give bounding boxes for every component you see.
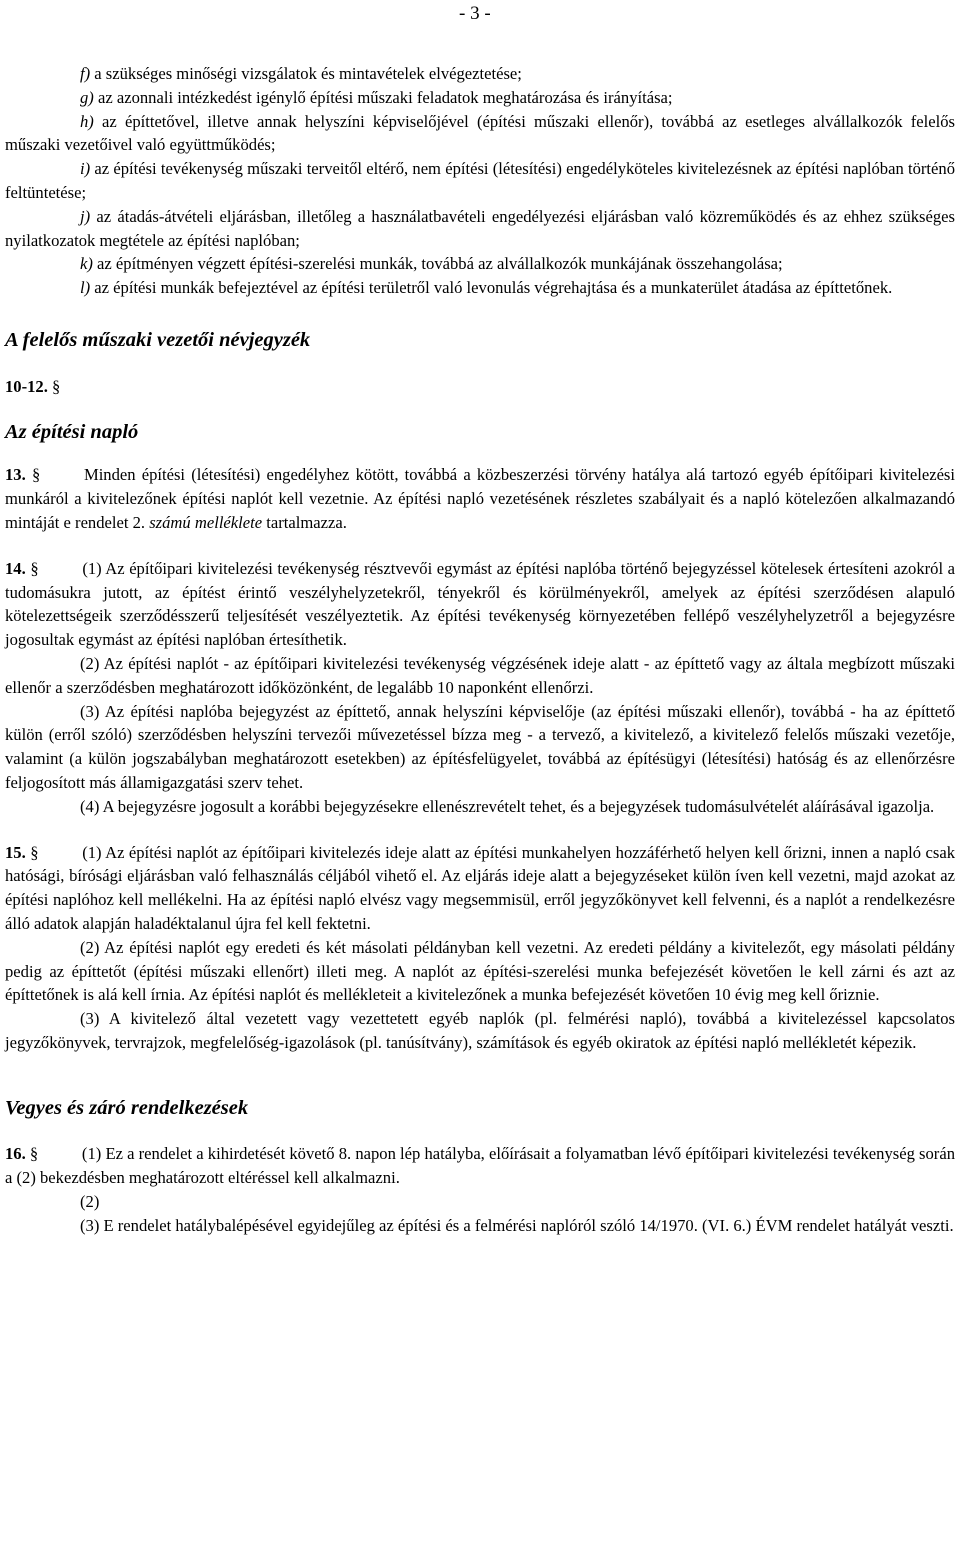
section-16-para-2: (2): [80, 1192, 100, 1212]
list-item-i: [5, 157, 955, 205]
section-number: 13.: [5, 465, 26, 485]
section-text: Minden építési (létesítési) engedélyhez kötött, továbbá a közbeszerzési törvény hatálya alá tartozó egyéb építőipari kivitelezési munkáról a kivitelezőnek építési naplót kell vezetnie. Az építési napló vezetésének részletes szabályait és a napló kötelezően alkalmazandó mintáját e rendelet 2.: [5, 465, 955, 532]
section-15-para-3: (3) A kivitelező által vezetett vagy vezettetett egyéb naplók (pl. felmérési napló), továbbá a kivitelezéssel kapcsolatos jegyzőkönyvek, tervrajzok, megfelelőség-igazolások (pl. tanúsítvány), számítások és egyéb okiratok az építési napló mellékletét képezik.: [5, 1009, 955, 1052]
item-letter: j): [80, 206, 91, 226]
page-number: - 3 -: [459, 3, 491, 24]
section-13: [5, 463, 955, 534]
list-item-j: [5, 205, 955, 253]
section-14-para-4: (4) A bejegyzésre jogosult a korábbi bejegyzésekre ellenészrevételt tehet, és a bejegyzések tudomásulvételét aláírásával igazolja.: [80, 796, 935, 816]
item-text: a szükséges minőségi vizsgálatok és mintavételek elvégeztetése;: [90, 64, 522, 83]
section-15-para-1: [5, 841, 955, 936]
section-14-para-3: (3) Az építési naplóba bejegyzést az építtető, annak helyszíni képviselője (az építési műszaki ellenőr), továbbá - ha az építtető külön (erről szóló) szerződésben helyszíni tervezői művezetéssel bízza meg - a tervező, a kivitelező, a kivitelező felelős műszaki vezetője, valamint (a külön jogszabályban meghatározott esetekben) az építésfelügyelet, továbbá az építésügyi (létesítési) hatóság és az ellenőrzésre feljogosított más államigazgatási szerv tehet.: [5, 701, 955, 792]
list-item-f: [5, 62, 955, 86]
item-letter: l): [80, 278, 91, 298]
section-14-para-1: [5, 557, 955, 652]
section-heading-final-provisions: Vegyes és záró rendelkezések: [5, 1096, 249, 1119]
item-letter: g): [80, 87, 94, 107]
item-letter: k): [80, 254, 93, 274]
section-sign: §: [30, 842, 39, 862]
paragraph-text: (1) Az építési naplót az építőipari kivitelezés ideje alatt az építési munkahelyen hozzáférhető helyen kell őrizni, innen a napló csak hatósági, bírósági eljárásban való felhasználás céljából vihető el. Az eljárás ideje alatt a bejegyzéseket külön íven kell vezetni, majd azokat az építési naplóhoz kell mellékelni. Ha az építési napló elvész vagy megsemmisül, erről jegyzőkönyvet kell felvenni, és a naplót a rendelkezésre álló adatok alapján haladéktalanul újra fel kell fektetni.: [5, 842, 955, 933]
section-number: 10-12.: [5, 376, 48, 396]
section-sign: §: [30, 558, 39, 578]
annex-reference: számú melléklete: [149, 512, 263, 532]
list-item-k: [5, 252, 955, 276]
section-16-para-1: [5, 1142, 955, 1190]
item-letter: i): [80, 159, 91, 179]
list-item-g: [5, 86, 955, 110]
list-item-h: [5, 110, 955, 158]
item-text: az építtetővel, illetve annak helyszíni képviselőjével (építési műszaki ellenőr), továbbá az esetleges alvállalkozók felelős műszaki vezetőivel való együttműködés;: [5, 111, 955, 155]
section-text-end: tartalmazza.: [262, 512, 347, 532]
paragraph-text: (1) Az építőipari kivitelezési tevékenység résztvevői egymást az építési naplóba történő bejegyzéssel kötelesek értesíteni azokról a tudomásukra jutott, az építést érintő veszélyhelyzetekről, tényekről és körülményekről, amelyek az építési szerződésen alapuló kötelezettségeik szerződésszerű teljesítését veszélyeztetik. Az építési tevékenység környezetében fellépő veszélyhelyzetről a bejegyzésre jogosultak egymást az építési naplóban értesíthetik.: [5, 558, 955, 650]
section-sign: §: [29, 1144, 39, 1164]
section-number: 16.: [5, 1144, 26, 1164]
item-text: az azonnali intézkedést igénylő építési műszaki feladatok meghatározása és irányítása;: [93, 87, 673, 107]
item-text: az építési tevékenység műszaki terveitől eltérő, nem építési (létesítési) engedélyköteles kivitelezésnek az építési naplóban történő feltüntetése;: [5, 159, 955, 202]
document-body: [5, 62, 955, 1238]
item-letter: h): [80, 111, 94, 131]
paragraph-text: (1) Ez a rendelet a kihirdetését követő 8. napon lép hatályba, előírásait a folyamatban lévő építőipari kivitelezési tevékenység során a (2) bekezdésben meghatározott eltéréssel kell alkalmazni.: [5, 1144, 955, 1188]
section-sign: §: [52, 376, 61, 396]
section-10-12: [5, 375, 955, 399]
section-number: 15.: [5, 842, 26, 862]
item-text: az átadás-átvételi eljárásban, illetőleg a használatbavételi engedélyezési eljárásban való közreműködés és az ehhez szükséges nyilatkozatok megtétele az építési naplóban;: [5, 206, 955, 250]
section-heading-construction-log: Az építési napló: [5, 420, 139, 443]
section-heading-register: A felelős műszaki vezetői névjegyzék: [5, 328, 311, 351]
section-15-para-2: (2) Az építési naplót egy eredeti és két másolati példányban kell vezetni. Az eredeti példány a kivitelezőt, egy másolati példány pedig az építtetőt (építési műszaki ellenőrt) illeti meg. A naplót az építési-szerelési munka befejezését követően le kell zárni és azt az építtetőnek is alá kell írnia. Az építési naplót és mellékleteit a kivitelezőnek a munka befejezését követően 10 évig meg kell őriznie.: [5, 937, 955, 1005]
section-number: 14.: [5, 558, 26, 578]
list-item-l: [5, 276, 955, 300]
item-letter: f): [80, 64, 91, 83]
item-text: az építményen végzett építési-szerelési munkák, továbbá az alvállalkozók munkájának összehangolása;: [92, 254, 783, 274]
section-sign: §: [31, 465, 41, 485]
section-16-para-3: (3) E rendelet hatálybalépésével egyidejűleg az építési és a felmérési naplóról szóló 14/1970. (VI. 6.) ÉVM rendelet hatályát veszti.: [80, 1215, 954, 1235]
section-14-para-2: (2) Az építési naplót - az építőipari kivitelezési tevékenység végzésének ideje alatt - az építtető vagy az általa megbízott műszaki ellenőr a szerződésben meghatározott időközönként, de legalább 10 naponként ellenőrzi.: [5, 653, 955, 697]
item-text: az építési munkák befejeztével az építési területről való levonulás végrehajtása és a munkaterület átadása az építtetőnek.: [90, 278, 893, 298]
